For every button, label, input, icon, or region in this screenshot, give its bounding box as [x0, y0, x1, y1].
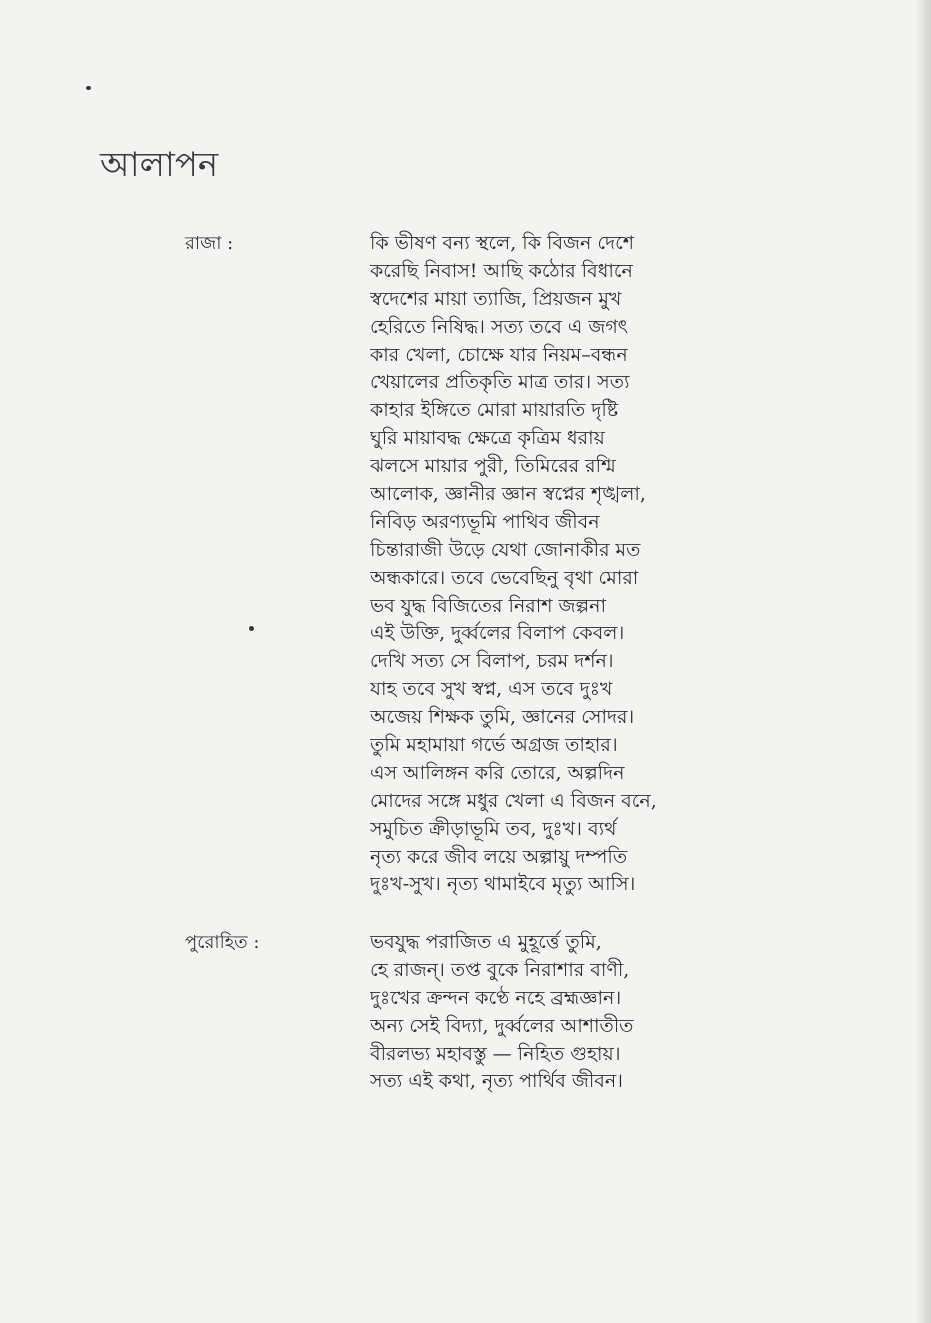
speaker-label-priest: পুরোহিত :	[185, 932, 260, 953]
verse-line: হে রাজন্। তপ্ত বুকে নিরাশার বাণী,	[370, 958, 630, 981]
verse-line: নৃত্য করে জীব লয়ে অল্পায়ু দম্পতি	[370, 845, 628, 868]
ink-speck	[86, 86, 91, 90]
verse-line: দুঃখের ক্রন্দন কণ্ঠে নহে ব্রহ্মজ্ঞান।	[370, 986, 622, 1009]
verse-block-raja	[370, 230, 910, 899]
verse-line: সত্য এই কথা, নৃত্য পার্থিব জীবন।	[370, 1070, 623, 1093]
verse-line: অন্ধকারে। তবে ভেবেছিনু বৃথা মোরা	[370, 566, 639, 589]
verse-line: ঘুরি মায়াবদ্ধ ক্ষেত্রে কৃত্রিম ধরায়	[370, 427, 605, 450]
verse-line: কি ভীষণ বন্য স্থলে, কি বিজন দেশে	[370, 232, 635, 254]
verse-line: খেয়ালের প্রতিকৃতি মাত্র তার। সত্য	[370, 371, 630, 394]
verse-line: কাহার ইঙ্গিতে মোরা মায়ারতি দৃষ্টি	[370, 399, 619, 422]
verse-line: আলোক, জ্ঞানীর জ্ঞান স্বপ্নের শৃঙ্খলা,	[370, 483, 646, 506]
speaker-label-raja: রাজা :	[185, 233, 234, 254]
verse-line: এস আলিঙ্গন করি তোরে, অল্পদিন	[370, 761, 625, 784]
verse-line: স্বদেশের মায়া ত্যাজি, প্রিয়জন মুখ	[370, 287, 622, 310]
page-edge-shadow	[915, 0, 931, 1323]
verse-line: হেরিতে নিষিদ্ধ। সত্য তবে এ জগৎ	[370, 315, 628, 338]
ink-speck	[249, 626, 254, 631]
verse-line: তুমি মহামায়া গর্ভে অগ্রজ তাহার।	[370, 734, 618, 757]
verse-line: ঝলসে মায়ার পুরী, তিমিরের রশ্মি	[370, 455, 616, 478]
verse-line: বীরলভ্য মহাবস্তু — নিহিত গুহায়।	[370, 1042, 621, 1065]
verse-line: ভব যুদ্ধ বিজিতের নিরাশ জল্পনা	[370, 594, 606, 617]
verse-line: যাহ তবে সুখ স্বপ্ন, এস তবে দুঃখ	[370, 678, 613, 701]
verse-line: মোদের সঙ্গে মধুর খেলা এ বিজন বনে,	[370, 789, 657, 812]
verse-line: করেছি নিবাস! আছি কঠোর বিধানে	[370, 259, 633, 282]
verse-line: চিন্তারাজী উড়ে যেথা জোনাকীর মত	[370, 538, 641, 561]
page-title: আলাপন	[100, 145, 219, 185]
verse-line: অজেয় শিক্ষক তুমি, জ্ঞানের সোদর।	[370, 706, 635, 729]
verse-line: অন্য সেই বিদ্যা, দুর্ব্বলের আশাতীত	[370, 1014, 634, 1037]
verse-line: কার খেলা, চোক্ষে যার নিয়ম–বন্ধন	[370, 343, 628, 366]
verse-line: দুঃখ-সুখ। নৃত্য থামাইবে মৃত্যু আসি।	[370, 873, 636, 896]
verse-block-priest	[370, 929, 910, 1096]
verse-line: ভবযুদ্ধ পরাজিত এ মুহূর্ত্তে তুমি,	[370, 931, 602, 953]
verse-line: এই উক্তি, দুর্ব্বলের বিলাপ কেবল।	[370, 622, 625, 645]
verse-line: দেখি সত্য সে বিলাপ, চরম দর্শন।	[370, 650, 614, 673]
verse-line: নিবিড় অরণ্যভূমি পাথিব জীবন	[370, 510, 600, 533]
verse-line: সমুচিত ক্রীড়াভূমি তব, দুঃখ। ব্যর্থ	[370, 817, 617, 840]
